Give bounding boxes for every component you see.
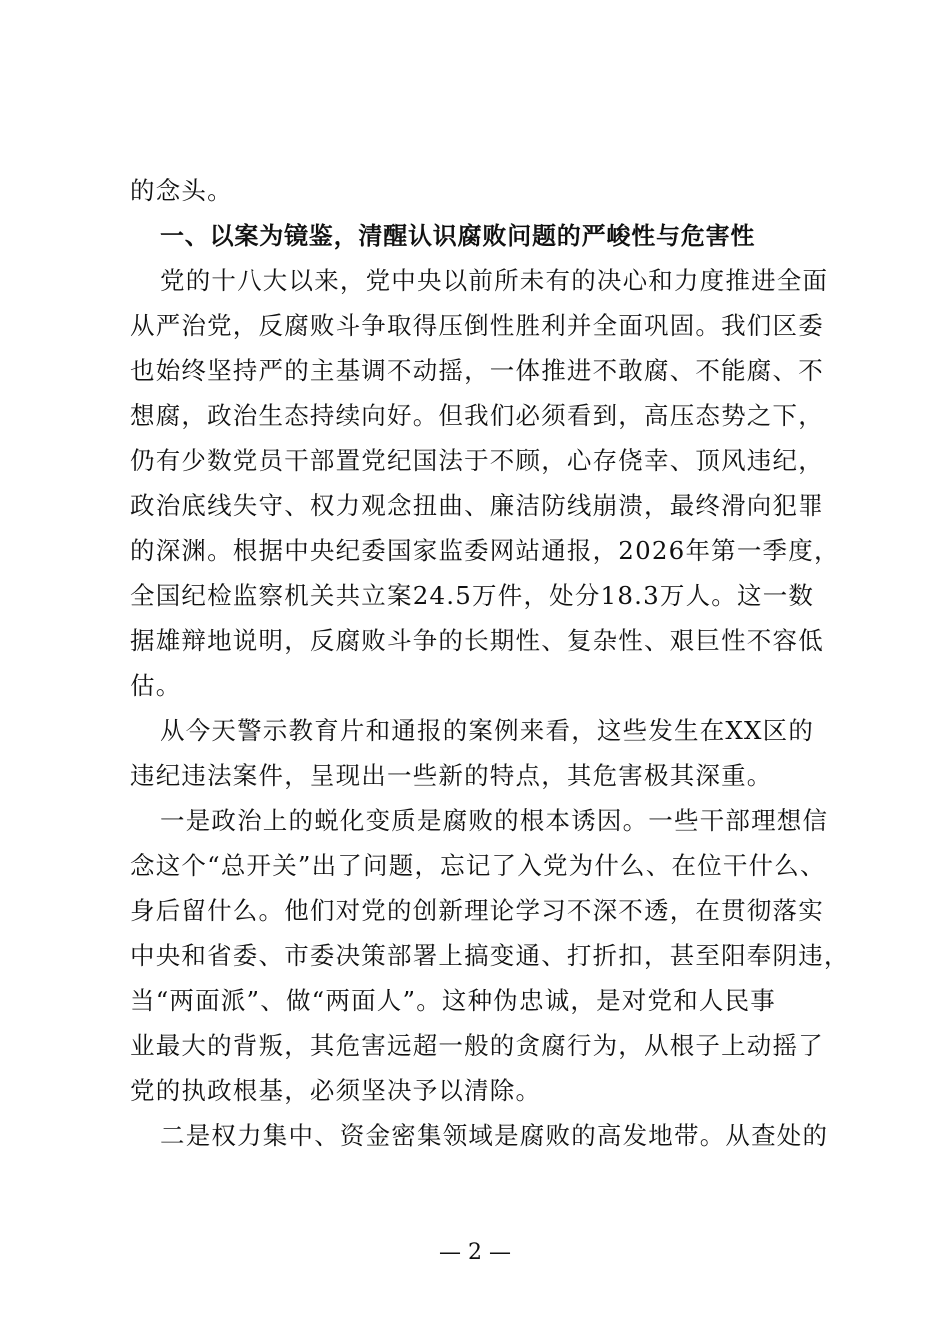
body-text-line: 念这个“总开关”出了问题，忘记了入党为什么、在位干什么、	[130, 851, 826, 880]
body-text-line: 党的十八大以来，党中央以前所未有的决心和力度推进全面	[160, 266, 829, 295]
body-text-line: 估。	[130, 671, 182, 700]
body-text-line: 身后留什么。他们对党的创新理论学习不深不透，在贯彻落实	[130, 896, 824, 925]
page-number: — 2 —	[439, 1240, 511, 1265]
body-text-line: 当“两面派”、做“两面人”。这种伪忠诚，是对党和人民事	[130, 986, 776, 1015]
body-text-line: 的深渊。根据中央纪委国家监委网站通报，2026年第一季度，	[130, 536, 840, 565]
body-text-line: 仍有少数党员干部置党纪国法于不顾，心存侥幸、顶风违纪，	[130, 446, 824, 475]
body-text-line: 违纪违法案件，呈现出一些新的特点，其危害极其深重。	[130, 761, 773, 790]
section-heading: 一、以案为镜鉴，清醒认识腐败问题的严峻性与危害性	[160, 222, 756, 250]
body-text-line: 中央和省委、市委决策部署上搞变通、打折扣，甚至阳奉阴违，	[130, 941, 850, 970]
body-text-line: 从今天警示教育片和通报的案例来看，这些发生在XX区的	[160, 716, 815, 745]
body-text-line: 全国纪检监察机关共立案24.5万件，处分18.3万人。这一数	[130, 581, 815, 610]
body-text-line: 据雄辩地说明，反腐败斗争的长期性、复杂性、艰巨性不容低	[130, 626, 824, 655]
body-text-line: 二是权力集中、资金密集领域是腐败的高发地带。从查处的	[160, 1121, 829, 1150]
body-text-line: 想腐，政治生态持续向好。但我们必须看到，高压态势之下，	[130, 401, 824, 430]
body-text-line: 一是政治上的蜕化变质是腐败的根本诱因。一些干部理想信	[160, 806, 829, 835]
body-text-line: 从严治党，反腐败斗争取得压倒性胜利并全面巩固。我们区委	[130, 311, 824, 340]
body-text-line: 也始终坚持严的主基调不动摇，一体推进不敢腐、不能腐、不	[130, 356, 824, 385]
body-text-line: 的念头。	[130, 176, 233, 205]
body-text-line: 党的执政根基，必须坚决予以清除。	[130, 1076, 542, 1105]
body-text-line: 业最大的背叛，其危害远超一般的贪腐行为，从根子上动摇了	[130, 1031, 824, 1060]
body-text-line: 政治底线失守、权力观念扭曲、廉洁防线崩溃，最终滑向犯罪	[130, 491, 824, 520]
